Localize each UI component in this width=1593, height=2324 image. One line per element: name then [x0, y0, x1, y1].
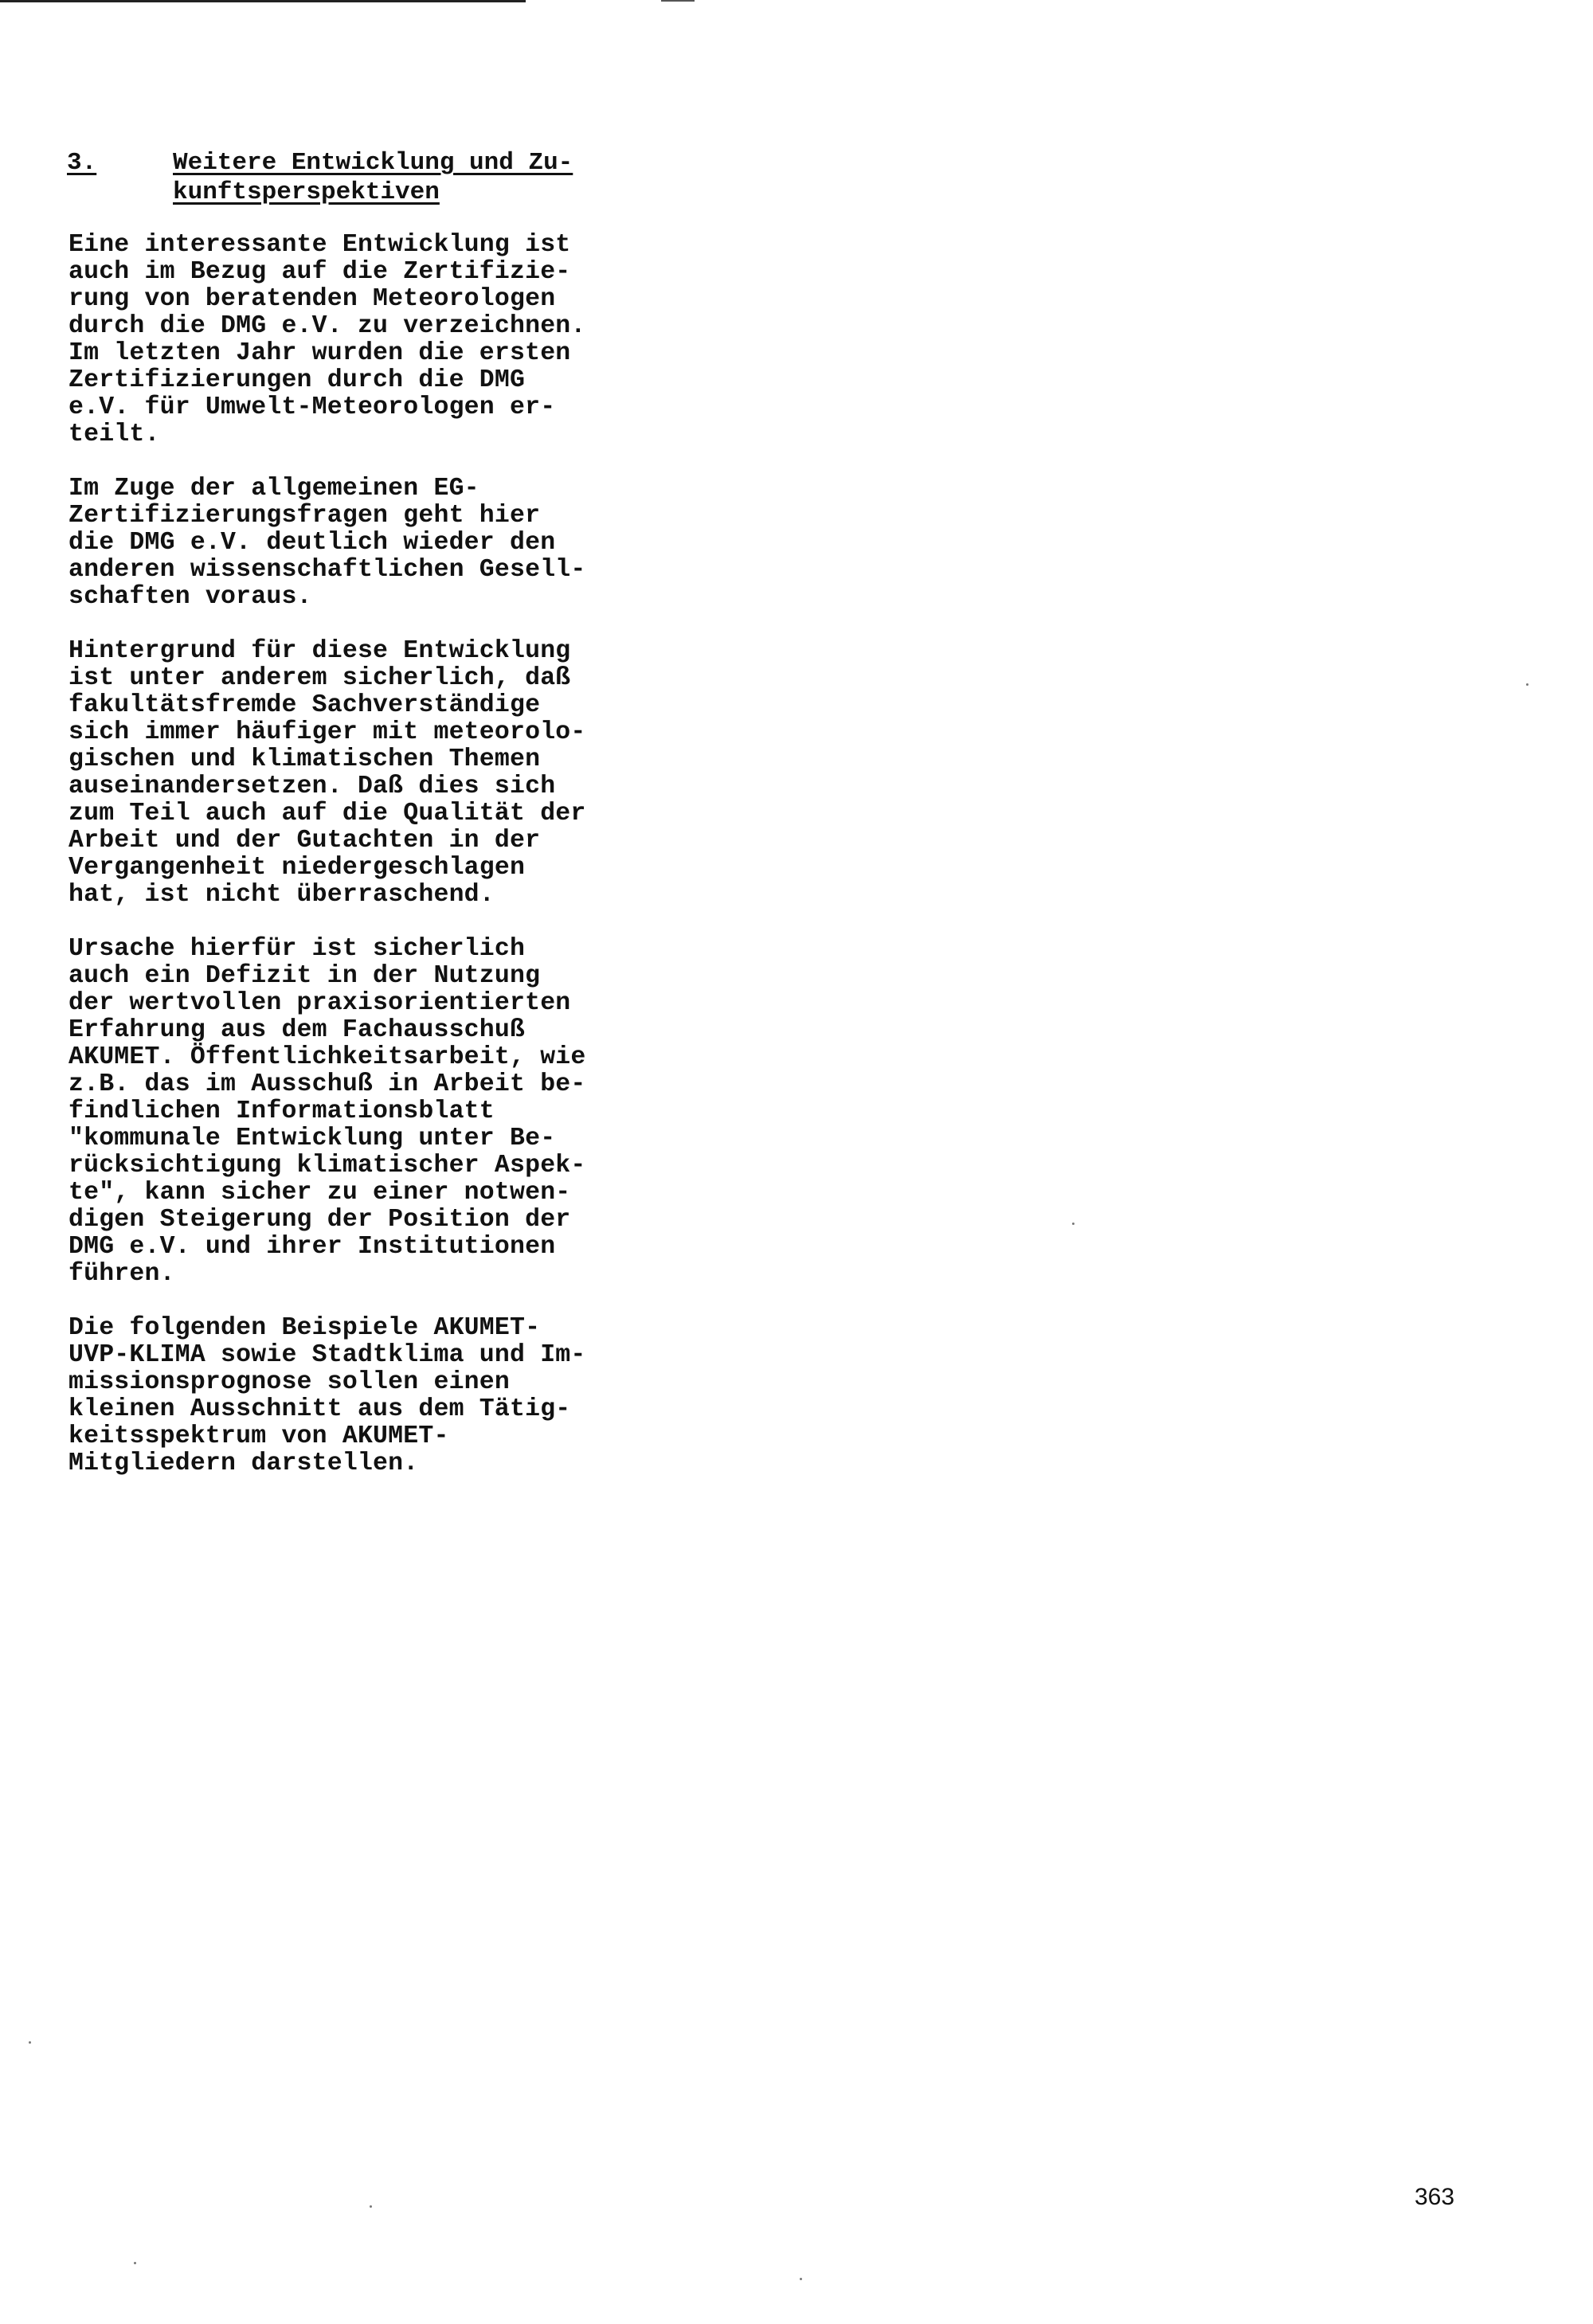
text-line: findlichen Informationsblatt	[68, 1097, 495, 1125]
text-line: UVP-KLIMA sowie Stadtklima und Im-	[68, 1341, 586, 1369]
text-line: hat, ist nicht überraschend.	[68, 881, 495, 909]
top-rule	[0, 0, 526, 2]
text-line: durch die DMG e.V. zu verzeichnen.	[68, 312, 586, 340]
text-line: keitsspektrum von AKUMET-	[68, 1422, 449, 1450]
scan-speck	[29, 2041, 31, 2044]
text-line: AKUMET. Öffentlichkeitsarbeit, wie	[68, 1043, 586, 1071]
text-line: gischen und klimatischen Themen	[68, 745, 541, 773]
text-line: führen.	[68, 1260, 175, 1288]
scan-speck	[370, 2205, 372, 2208]
text-line: e.V. für Umwelt-Meteorologen er-	[68, 393, 556, 421]
text-line: schaften voraus.	[68, 583, 312, 611]
text-line: DMG e.V. und ihrer Institutionen	[68, 1233, 556, 1261]
text-line: Ursache hierfür ist sicherlich	[68, 935, 526, 963]
text-line: kleinen Ausschnitt aus dem Tätig-	[68, 1395, 571, 1423]
top-rule-fragment	[661, 0, 695, 2]
text-line: fakultätsfremde Sachverständige	[68, 691, 541, 719]
text-line: te", kann sicher zu einer notwen-	[68, 1179, 571, 1207]
text-line: Mitgliedern darstellen.	[68, 1450, 419, 1477]
text-line: Hintergrund für diese Entwicklung	[68, 637, 571, 665]
text-line: Zertifizierungen durch die DMG	[68, 366, 526, 394]
section-title-line-2: kunftsperspektiven	[173, 178, 440, 206]
text-line: rücksichtigung klimatischer Aspek-	[68, 1152, 586, 1180]
text-line: Eine interessante Entwicklung ist	[68, 231, 571, 259]
body-text	[68, 232, 690, 1504]
text-line: Die folgenden Beispiele AKUMET-	[68, 1314, 541, 1342]
text-line: Erfahrung aus dem Fachausschuß	[68, 1016, 526, 1044]
scan-speck	[134, 2262, 136, 2264]
scan-speck	[800, 2278, 802, 2280]
paragraph-2	[68, 475, 690, 611]
text-line: zum Teil auch auf die Qualität der	[68, 800, 586, 827]
text-line: auseinandersetzen. Daß dies sich	[68, 773, 556, 800]
scan-speck	[1526, 683, 1528, 686]
paragraph-1	[68, 232, 690, 448]
text-line: digen Steigerung der Position der	[68, 1206, 571, 1234]
text-line: Arbeit und der Gutachten in der	[68, 827, 541, 855]
text-line: z.B. das im Ausschuß in Arbeit be-	[68, 1070, 586, 1098]
text-line: ist unter anderem sicherlich, daß	[68, 664, 571, 692]
text-line: rung von beratenden Meteorologen	[68, 285, 556, 313]
paragraph-3	[68, 638, 690, 909]
text-line: sich immer häufiger mit meteorolo-	[68, 718, 586, 746]
text-line: Im letzten Jahr wurden die ersten	[68, 339, 571, 367]
text-line: Im Zuge der allgemeinen EG-	[68, 475, 479, 503]
section-number: 3.	[67, 149, 97, 177]
text-line: der wertvollen praxisorientierten	[68, 989, 571, 1017]
paragraph-5	[68, 1315, 690, 1477]
text-line: Zertifizierungsfragen geht hier	[68, 502, 541, 530]
text-line: auch im Bezug auf die Zertifizie-	[68, 258, 571, 286]
text-line: missionsprognose sollen einen	[68, 1368, 510, 1396]
scan-speck	[1072, 1223, 1074, 1225]
text-line: Vergangenheit niedergeschlagen	[68, 854, 526, 882]
text-line: die DMG e.V. deutlich wieder den	[68, 529, 556, 557]
text-line: auch ein Defizit in der Nutzung	[68, 962, 541, 990]
paragraph-4	[68, 936, 690, 1288]
text-line: teilt.	[68, 421, 160, 448]
text-line: anderen wissenschaftlichen Gesell-	[68, 556, 586, 584]
text-line: "kommunale Entwicklung unter Be-	[68, 1125, 556, 1152]
section-heading	[67, 148, 672, 207]
section-title-line-1: Weitere Entwicklung und Zu-	[173, 149, 573, 177]
page-number: 363	[1415, 2184, 1455, 2210]
